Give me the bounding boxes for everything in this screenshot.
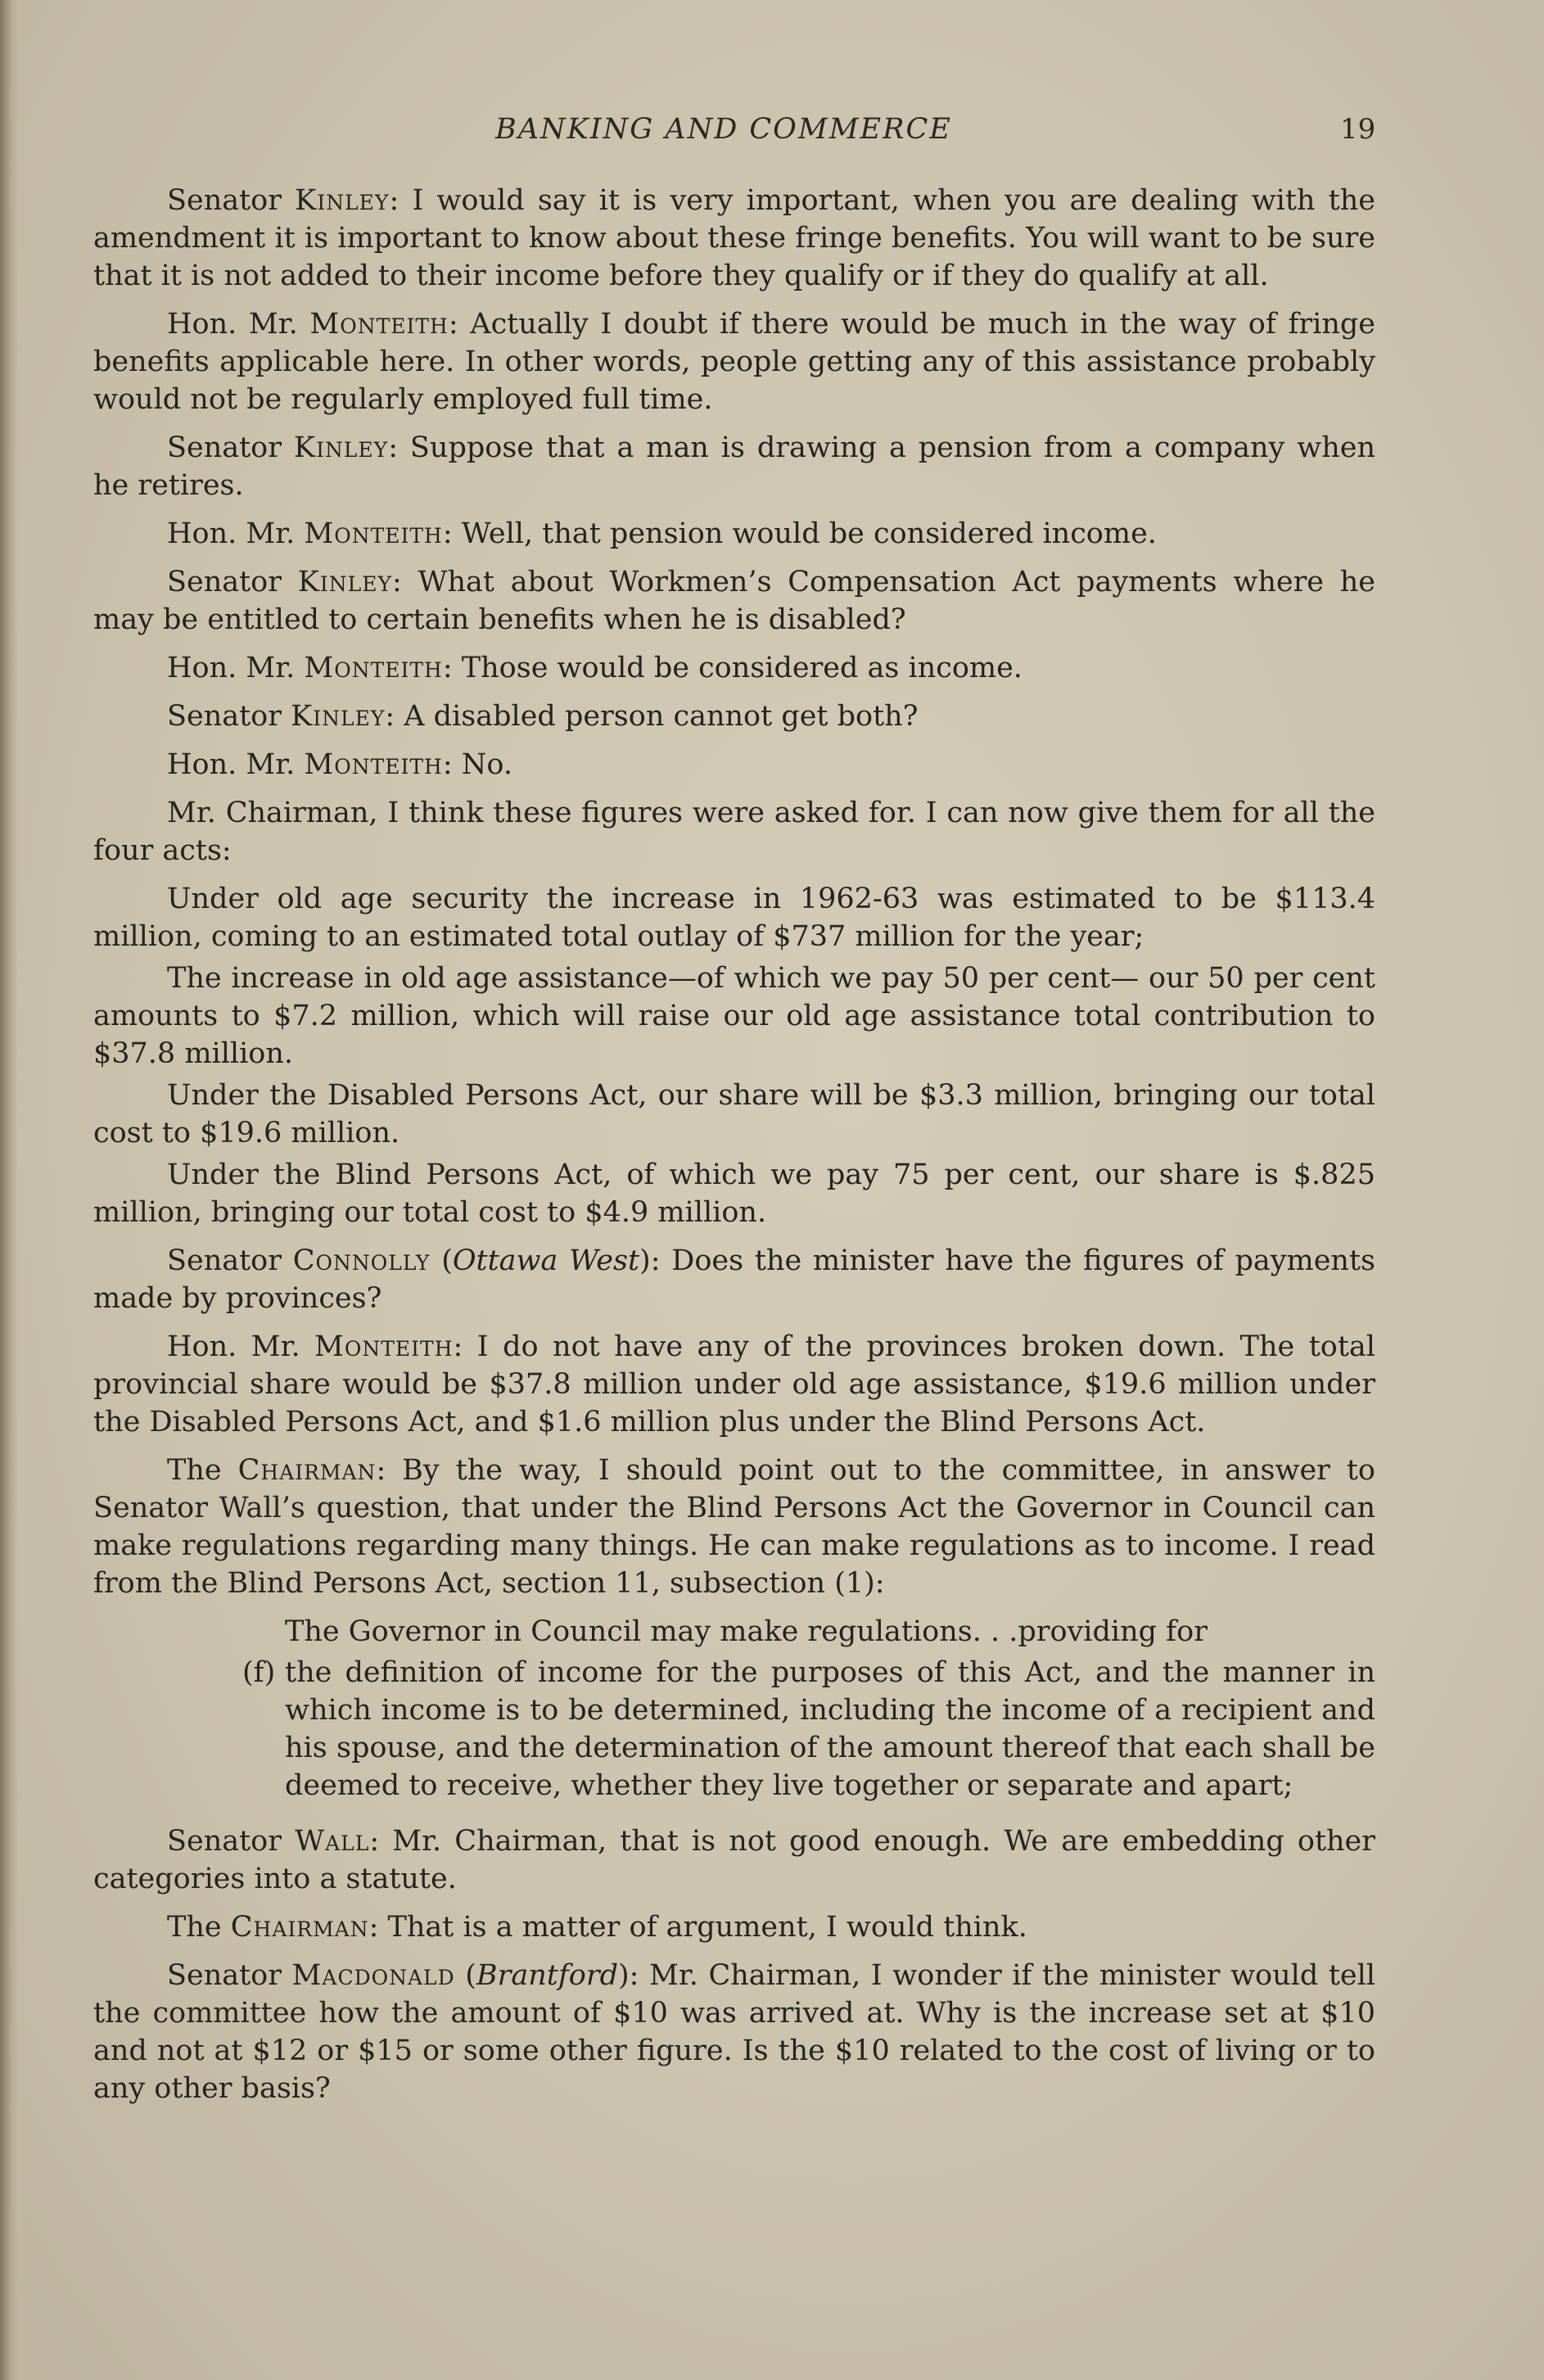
binding-gutter	[0, 0, 18, 2380]
speaker-name: Monteith	[304, 517, 443, 550]
paragraph-text: Does the minister have the figures of payments made by provinces?	[93, 1244, 1375, 1315]
paragraph	[93, 698, 1375, 735]
speaker-title: The	[167, 1911, 231, 1944]
paragraph	[93, 649, 1375, 687]
speaker-title: Senator	[167, 184, 296, 217]
paragraph-text: Mr. Chairman, that is not good enough. We are embedding other categories into a statute.	[93, 1825, 1376, 1895]
speaker-colon: :	[448, 308, 458, 341]
paragraph-text: No.	[452, 748, 512, 781]
speaker-name: Kinley	[297, 566, 392, 598]
paragraph	[93, 429, 1375, 504]
speaker-colon: :	[369, 1825, 380, 1858]
paragraph	[93, 1822, 1375, 1898]
page-header	[0, 113, 1544, 162]
speaker-colon: :	[385, 700, 395, 733]
paragraph-text: The increase in old age assistance—of which we pay 50 per cent— our 50 per cent amounts to $7.2 million, which will raise our old age assistance total contribution to $37.8 million.	[93, 962, 1375, 1070]
speaker-title: Hon. Mr.	[167, 1330, 315, 1363]
speaker-title: Hon. Mr.	[167, 517, 305, 550]
paragraph: Senator Macdonald (Brantford): Mr. Chairman, I wonder if the minister would tell the committee how the amount of $10 was arrived at. Why is the increase set at $10 and not at $12 or $15 or some other figure. Is the $10 related to the cost of living or to any other basis?	[93, 1959, 1375, 2105]
paragraph	[93, 305, 1375, 418]
speaker-name: Wall	[295, 1825, 370, 1858]
speaker-colon: :	[442, 517, 453, 550]
paragraph-text: Under old age security the increase in 1962-63 was estimated to be $113.4 million, coming to an estimated total outlay of $737 million for the year;	[93, 883, 1375, 953]
speaker-colon: :	[453, 1330, 463, 1363]
speaker-title: Hon. Mr.	[167, 748, 305, 781]
paragraph-text: A disabled person cannot get both?	[395, 700, 919, 733]
speaker-colon: :	[388, 431, 398, 464]
statute-quote	[93, 1613, 1375, 1804]
speaker-title: Senator	[167, 1959, 292, 1992]
speaker-name: Kinley	[291, 700, 386, 733]
quote-clause	[242, 1654, 1375, 1804]
speaker-title: Senator	[167, 1244, 293, 1277]
paragraph	[93, 1908, 1375, 1946]
paragraph	[93, 746, 1375, 784]
paragraph	[93, 1328, 1375, 1441]
speaker-title: Senator	[167, 566, 298, 598]
paragraph	[93, 1452, 1375, 1602]
speaker-name: Monteith	[309, 308, 449, 341]
clause-text: the definition of income for the purposes of this Act, and the manner in which income is to be determined, including the income of a recipient and his spouse, and the determination of the amount thereof that each shall be deemed to receive, whether they live together or separate and apart;	[285, 1656, 1375, 1802]
paragraph	[93, 563, 1375, 639]
speaker-title: The	[167, 1454, 238, 1487]
paragraph-text: Mr. Chairman, I think these figures were asked for. I can now give them for all the four acts:	[93, 797, 1375, 867]
speaker-name: Chairman	[237, 1454, 377, 1487]
speaker-colon: :	[650, 1244, 661, 1277]
speaker-colon: :	[629, 1959, 639, 1992]
speaker-riding: Brantford	[476, 1959, 619, 1992]
paragraph-text: What about Workmen’s Compensation Act payments where he may be entitled to certain benefits when he is disabled?	[93, 566, 1376, 636]
paragraph-text: Under the Disabled Persons Act, our share will be $3.3 million, bringing our total cost to $19.6 million.	[93, 1079, 1375, 1149]
paragraph-text: I would say it is very important, when you are dealing with the amendment it is important to know about these fringe benefits. You will want to be sure that it is not added to their income before they qualify or if they do qualify at all.	[93, 184, 1375, 292]
speaker-title: Hon. Mr.	[167, 308, 310, 341]
speaker-colon: :	[391, 566, 402, 598]
running-head: BANKING AND COMMERCE	[495, 113, 952, 146]
paragraph	[93, 880, 1375, 955]
paragraph-text: Well, that pension would be considered income.	[452, 517, 1157, 550]
speaker-colon: :	[442, 652, 453, 684]
paragraph-text: Actually I doubt if there would be much in the way of fringe benefits applicable here. In other words, people getting any of this assistance probably would not be regularly employed full time.	[93, 308, 1375, 416]
paragraph-text: That is a matter of argument, I would think.	[378, 1911, 1027, 1944]
speaker-name: Macdonald	[291, 1959, 455, 1992]
speaker-title: Senator	[167, 431, 294, 464]
speaker-name: Monteith	[304, 652, 443, 684]
paragraph-text: I do not have any of the provinces broken down. The total provincial share would be $37.8 million under old age assistance, $19.6 million under the Disabled Persons Act, and $1.6 million plus under the Blind Persons Act.	[93, 1330, 1375, 1438]
speaker-colon: :	[376, 1454, 386, 1487]
speaker-riding: Ottawa West	[452, 1244, 640, 1277]
paragraph-text: Mr. Chairman, I wonder if the minister would tell the committee how the amount of $10 was arrived at. Why is the increase set at $10 and not at $12 or $15 or some other figure. Is the $10 related to the cost of living or to any other basis?	[93, 1959, 1375, 2105]
speaker-colon: :	[389, 184, 400, 217]
paragraph-text: Those would be considered as income.	[452, 652, 1023, 684]
paragraph	[93, 182, 1375, 295]
speaker-name: Monteith	[314, 1330, 454, 1363]
transcript-body	[93, 182, 1375, 2118]
paragraph-text: Under the Blind Persons Act, of which we pay 75 per cent, our share is $.825 million, bringing our total cost to $4.9 million.	[93, 1158, 1375, 1229]
speaker-name: Connolly	[292, 1244, 431, 1277]
clause-marker: (f)	[242, 1656, 276, 1689]
paragraph	[93, 1156, 1375, 1231]
paragraph-text: Suppose that a man is drawing a pension from a company when he retires.	[93, 431, 1375, 502]
speaker-title: Senator	[167, 700, 291, 733]
paragraph	[93, 1077, 1375, 1152]
paragraph	[93, 515, 1375, 553]
speaker-colon: :	[442, 748, 453, 781]
speaker-colon: :	[368, 1911, 379, 1944]
paragraph: Senator Connolly (Ottawa West): Does the minister have the figures of payments made by provinces?	[93, 1244, 1375, 1315]
speaker-name: Kinley	[295, 184, 390, 217]
page-number: 19	[1340, 113, 1376, 146]
paragraph	[93, 794, 1375, 869]
speaker-name: Monteith	[304, 748, 443, 781]
speaker-name: Kinley	[293, 431, 389, 464]
speaker-title: Hon. Mr.	[167, 652, 305, 684]
quote-intro: The Governor in Council may make regulations. . .providing for	[285, 1615, 1208, 1648]
paragraph	[93, 960, 1375, 1073]
paragraph-text: By the way, I should point out to the committee, in answer to Senator Wall’s question, that under the Blind Persons Act the Governor in Council can make regulations regarding many things. He can make regulations as to income. I read from the Blind Persons Act, section 11, subsection (1):	[93, 1454, 1375, 1600]
speaker-name: Chairman	[230, 1911, 369, 1944]
speaker-title: Senator	[167, 1825, 296, 1858]
